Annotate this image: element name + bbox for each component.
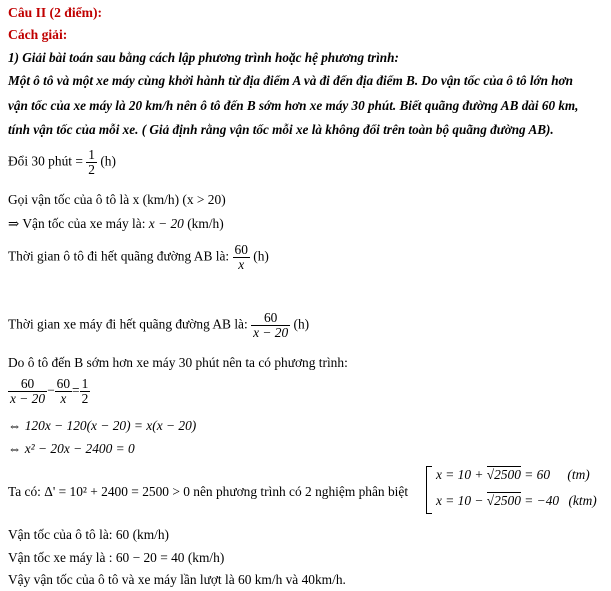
moto-time-unit: (h): [293, 316, 310, 332]
car-speed-result: Vận tốc của ô tô là: 60 (km/h): [8, 527, 170, 542]
fraction-one-half: [86, 148, 97, 177]
moto-speed-result: Vận tốc xe máy là : 60 − 20 = 40 (km/h): [8, 550, 225, 565]
frac-num: 60: [263, 310, 278, 325]
moto-speed-unit: (km/h): [187, 216, 224, 231]
frac-num: 1: [88, 147, 95, 162]
frac-den: x: [233, 257, 250, 272]
equation-3: ⇔ x² − 20x − 2400 = 0: [8, 441, 135, 456]
problem-line-3: vận tốc của xe máy là 20 km/h nên ô tô đến B sớm hơn xe máy 30 phút. Biết quãng đường AB dài 60 km,: [8, 98, 579, 113]
conclusion: Vậy vận tốc của ô tô và xe máy lần lượt là 60 km/h và 40km/h.: [8, 572, 346, 587]
problem-line-4: tính vận tốc của mỗi xe. ( Giả định rằng vận tốc mỗi xe là không đổi trên toàn bộ quãng đường AB).: [8, 122, 554, 137]
question-heading: Câu II (2 điểm):: [8, 5, 103, 20]
moto-speed-line: [8, 216, 224, 232]
problem-line-2: Một ô tô và một xe máy cùng khởi hành từ địa điểm A và đi đến địa điểm B. Do vận tốc của ô tô lớn hơn: [8, 73, 573, 88]
frac-num: 60: [56, 376, 71, 391]
eq1-fraction-a: [8, 377, 47, 406]
fraction-moto-time: [251, 311, 290, 340]
convert-unit: (h): [100, 153, 116, 169]
car-time-unit: (h): [253, 248, 269, 264]
solution-label: Cách giải:: [8, 27, 68, 42]
moto-speed-text: Vận tốc của xe máy là:: [22, 216, 146, 231]
fraction-car-time: [233, 243, 250, 272]
equation-1: [8, 377, 90, 406]
convert-line: [8, 148, 116, 177]
root-2-prefix: x = 10 −: [436, 493, 487, 508]
root-1-radical: √2500: [486, 467, 521, 482]
eq1-fraction-c: [80, 377, 91, 406]
frac-den: 2: [88, 162, 95, 178]
root-2-value: = −40: [520, 493, 560, 508]
root-1-value: = 60: [520, 467, 551, 482]
root-2-tag: (ktm): [568, 493, 597, 508]
convert-prefix: Đổi 30 phút =: [8, 153, 83, 169]
delta-line: Ta có: Δ' = 10² + 2400 = 2500 > 0 nên phương trình có 2 nghiệm phân biệt: [8, 484, 409, 499]
frac-den: 2: [81, 391, 89, 407]
root-2: [436, 493, 597, 509]
let-x-line: Gọi vận tốc của ô tô là x (km/h) (x > 20): [8, 192, 226, 207]
frac-den: x − 20: [253, 325, 289, 341]
eq1-minus: −: [47, 382, 55, 398]
eq1-equals: =: [72, 382, 80, 398]
implies-icon: ⇒: [8, 216, 20, 231]
root-2-radical: √2500: [486, 493, 521, 508]
moto-speed-expr: x − 20: [148, 216, 184, 231]
eq1-fraction-b: [55, 377, 72, 406]
root-1-tag: (tm): [567, 467, 590, 482]
frac-num: 1: [81, 376, 89, 391]
car-time-line: [8, 243, 269, 272]
moto-time-line: [8, 311, 309, 340]
root-1: [436, 467, 590, 483]
roots-bracket: [426, 466, 432, 514]
frac-num: 60: [20, 376, 35, 391]
frac-den: x − 20: [10, 391, 46, 407]
problem-line-1: 1) Giải bài toán sau bằng cách lập phương trình hoặc hệ phương trình:: [8, 50, 399, 65]
root-1-prefix: x = 10 +: [436, 467, 487, 482]
frac-den: x: [55, 391, 72, 406]
frac-num: 60: [234, 242, 248, 257]
moto-time-text: Thời gian xe máy đi hết quãng đường AB là:: [8, 316, 248, 332]
equation-2: ⇔ 120x − 120(x − 20) = x(x − 20): [8, 418, 197, 433]
car-time-text: Thời gian ô tô đi hết quãng đường AB là:: [8, 248, 230, 264]
equation-intro: Do ô tô đến B sớm hơn xe máy 30 phút nên ta có phương trình:: [8, 355, 348, 370]
